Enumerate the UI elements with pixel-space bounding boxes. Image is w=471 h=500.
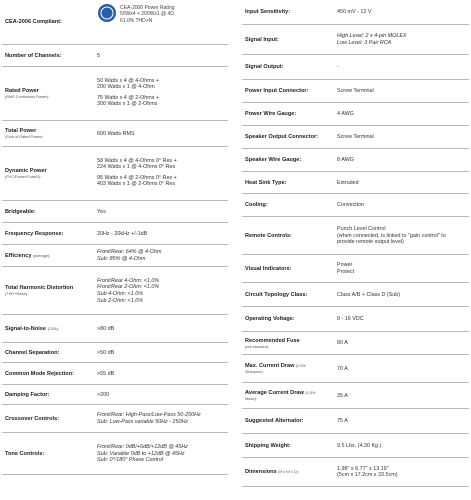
spec-label-text: Power Wire Gauge: [245, 111, 297, 117]
spec-label-text: Circuit Topology Class: [245, 291, 308, 298]
spec-row-power-input-connector [242, 80, 469, 103]
spec-label-text: Remote Controls: [245, 232, 292, 239]
spec-value-line: provide remote output level) [337, 239, 404, 246]
spec-value-line: 80 A [337, 340, 348, 347]
spec-label-text: Operating Voltage: [245, 316, 295, 322]
spec-value-line: 600 Watts RMS [97, 130, 135, 137]
spec-label-text: Visual Indicators: [245, 265, 292, 272]
spec-label [5, 371, 87, 378]
spec-label [5, 19, 87, 26]
spec-value-line: 75 Watts x 4 @ 2-Ohms + [97, 94, 160, 101]
spec-value-line: Convection [337, 202, 364, 209]
spec-label-text: Shipping Weight: [245, 442, 291, 449]
spec-value-line: >200 [97, 391, 110, 398]
spec-value [337, 393, 348, 400]
spec-value [97, 371, 114, 378]
spec-value-line: 200 Watts x 1 @ 4-Ohm [97, 84, 155, 91]
spec-value-line: (5cm x 17.2cm x 33.5cm) [337, 472, 398, 479]
spec-label-note: (average): [33, 253, 51, 258]
spec-label-note: (CEA): [47, 326, 59, 331]
spec-label [5, 350, 87, 357]
spec-value [337, 180, 359, 187]
spec-value [337, 262, 354, 275]
spec-label-text: Recommended Fuse [245, 337, 300, 344]
spec-row-input-sensitivity [242, 0, 469, 25]
spec-row-dimensions [242, 458, 469, 487]
spec-label-text: Bridgeable: [5, 208, 36, 215]
spec-value [97, 278, 159, 304]
spec-label-note: (not included): [245, 344, 270, 349]
spec-label [245, 64, 327, 71]
spec-row-operating-voltage [242, 307, 469, 332]
spec-value [337, 9, 371, 16]
spec-row-dynamic-power [2, 147, 228, 201]
spec-value [97, 158, 177, 188]
spec-value [97, 350, 114, 357]
spec-value-line: Front/Rear: 64% @ 4-Ohm [97, 249, 162, 256]
spec-row-speaker-wire-gauge [242, 149, 469, 172]
spec-row-crossover-controls [2, 405, 228, 433]
spec-label-note: (0.5% [305, 391, 316, 395]
spec-value-line: 8 AWG [337, 157, 354, 164]
spec-label-text: Channel Separation: [5, 349, 60, 356]
spec-value [337, 292, 400, 299]
spec-value-line: 4 AWG [337, 111, 354, 118]
spec-row-heat-sink-type [242, 172, 469, 194]
cea-rating-line: CEA-2006 Power Rating [120, 5, 175, 11]
spec-label [245, 292, 327, 299]
spec-value-line: 50 Watts x 4 @ 4-Ohms + [97, 77, 160, 84]
spec-label-note: (PVC/Power/Cube/2): [5, 175, 42, 179]
spec-value [337, 202, 364, 209]
spec-label [245, 202, 327, 209]
spec-row-remote-controls [242, 217, 469, 255]
spec-value [97, 326, 114, 333]
spec-label [5, 209, 87, 216]
spec-value-line: Sub 4-Ohm: <1.0% [97, 290, 143, 297]
spec-value [97, 231, 147, 238]
spec-value-line: - [337, 64, 339, 71]
spec-value [337, 443, 381, 450]
spec-row-circuit-topology-class [242, 283, 469, 307]
spec-label-text: Crossover Controls: [5, 415, 60, 422]
spec-label [5, 451, 87, 458]
spec-label-note: (0.5% [296, 364, 306, 368]
spec-value-line: 403 Watts x 1 @ 2-Ohms 0° Res [97, 181, 176, 188]
spec-value-line: 450 mV - 12 V [337, 9, 372, 16]
spec-value [337, 366, 348, 373]
spec-value-line: 300 Watts x 1 @ 2-Ohms [97, 101, 158, 108]
spec-value [97, 78, 159, 108]
spec-value-line: 9 - 16 VDC [337, 316, 364, 323]
spec-label [245, 9, 327, 16]
spec-value-line: Protect [337, 268, 355, 275]
spec-value-line: Sub: Variable 0dB to +12dB @ 45Hz [97, 450, 185, 457]
spec-value-line: Front/Rear 2-Ohm: <1.0% [97, 284, 160, 291]
spec-value-line: Sub 2-Ohm: <1.0% [97, 297, 143, 304]
spec-label-note: Sinewave): [245, 370, 264, 374]
spec-value [97, 249, 162, 262]
spec-label [245, 266, 327, 273]
spec-label-text: Rated Power [5, 88, 39, 94]
spec-label-text: Total Power [5, 128, 37, 134]
spec-value-line: Low Level: 3 Pair RCA [337, 39, 392, 46]
spec-row-cooling [242, 194, 469, 217]
spec-value-line: Class A/B + Class D (Sub) [337, 291, 401, 298]
spec-label [245, 363, 327, 375]
spec-value-line: 9.5 Lbs. (4.30 Kg.) [337, 442, 382, 449]
spec-value-line: Yes [97, 208, 106, 215]
spec-label [5, 285, 87, 297]
spec-value [97, 444, 188, 464]
spec-value-line: Front/Rear: High-Pass/Low-Pass 50-250Hz [97, 412, 201, 419]
spec-row-total-power [2, 121, 228, 147]
spec-label-note: (THD+Noise): [5, 292, 29, 296]
spec-label-text: Signal Input: [245, 36, 279, 43]
spec-label [5, 253, 87, 260]
spec-label [245, 390, 327, 402]
spec-value [337, 316, 364, 323]
spec-label-text: Number of Channels: [5, 52, 62, 59]
spec-value-line: 20Hz - 20kHz +/-1dB [97, 230, 148, 237]
spec-value [337, 226, 446, 246]
spec-value-line: (when connected, is linked to "gain control" to [337, 232, 446, 239]
cea-rating-line: 50Wx4 + 200Wx1 @ 4Ω [120, 11, 174, 18]
spec-column-right [242, 0, 469, 487]
spec-label-note: (Sum of Rated Power): [5, 135, 44, 139]
spec-row-total-harmonic-distortion [2, 267, 228, 315]
spec-row-power-wire-gauge [242, 103, 469, 126]
spec-value-line: Front/Rear 4-Ohm: <1.0% [97, 277, 160, 284]
cea-logo-icon [97, 3, 117, 23]
spec-label-text: Cooling: [245, 202, 268, 208]
spec-label [245, 316, 327, 323]
spec-label-text: Heat Sink Type: [245, 179, 287, 186]
spec-row-visual-indicators [242, 255, 469, 283]
spec-value-line: Extruded [337, 179, 359, 186]
spec-value-line: 1.98" x 6.77" x 13.19" [337, 465, 389, 472]
spec-row-cea-2006-compliant [2, 0, 228, 45]
spec-value [337, 466, 398, 479]
spec-value-line: 5 [97, 52, 100, 59]
cea-rating-text [120, 5, 174, 24]
spec-label-text: Damping Factor: [5, 391, 50, 398]
spec-value-line: Sub: 85% @ 4-Ohm [97, 255, 146, 262]
spec-value [337, 418, 348, 425]
cea-rating-line: 61.0% THD+N [120, 17, 153, 24]
spec-value-line: >55 dB [97, 370, 115, 377]
spec-value [337, 157, 354, 164]
spec-value-line: 75 A [337, 418, 348, 425]
spec-label [245, 134, 327, 141]
spec-row-average-current-draw [242, 383, 469, 409]
spec-value-line: 70 A [337, 365, 348, 372]
spec-value-line: Screw Terminal [337, 88, 374, 95]
spec-row-number-of-channels [2, 45, 228, 67]
spec-row-common-mode-rejection [2, 363, 228, 385]
spec-label [5, 128, 87, 140]
spec-label [5, 53, 87, 60]
spec-value-line: Screw Terminal [337, 134, 374, 141]
spec-label [245, 37, 327, 44]
spec-label [245, 233, 327, 240]
spec-row-recommended-fuse [242, 332, 469, 355]
spec-row-signal-input [242, 25, 469, 55]
spec-row-efficiency [2, 245, 228, 267]
spec-label-note: Music): [245, 397, 258, 401]
spec-row-shipping-weight [242, 434, 469, 458]
spec-label [245, 469, 327, 476]
spec-value-line: 35 A [337, 392, 348, 399]
spec-row-channel-separation [2, 343, 228, 363]
spec-value [337, 340, 348, 347]
spec-label-text: Speaker Output Connector: [245, 134, 319, 140]
spec-label [5, 168, 87, 180]
spec-label [245, 157, 327, 164]
spec-row-signal-to-noise [2, 315, 228, 343]
spec-value-line: Power [337, 262, 353, 269]
spec-row-damping-factor [2, 385, 228, 405]
spec-row-suggested-alternator [242, 409, 469, 434]
spec-row-bridgeable [2, 201, 228, 223]
spec-label-text: Common Mode Rejection: [5, 370, 74, 377]
spec-label-text: Speaker Wire Gauge: [245, 157, 302, 163]
spec-value [337, 134, 374, 141]
spec-label-note: (H x W x D): [278, 470, 299, 474]
spec-label-text: Dimensions [245, 469, 277, 475]
spec-label [245, 338, 327, 350]
spec-label-text: Dynamic Power [5, 168, 47, 174]
spec-label [5, 392, 87, 399]
spec-value-line: Sub: Low-Pass variable 50Hz - 250Hz [97, 418, 189, 425]
spec-value-line: 95 Watts x 4 @ 2-Ohms 0° Res + [97, 174, 177, 181]
spec-label [5, 326, 87, 333]
spec-value [97, 209, 106, 216]
spec-value [337, 64, 339, 71]
spec-label [5, 416, 87, 423]
spec-label-text: Efficiency [5, 252, 32, 259]
spec-label-text: Tone Controls: [5, 450, 45, 457]
spec-value [97, 131, 135, 138]
spec-value-line: High Level: 2 x 4-pin MOLEX [337, 33, 407, 40]
spec-label-text: Signal Output: [245, 64, 284, 70]
spec-label [5, 88, 87, 100]
spec-label-text: Input Sensitivity: [245, 9, 291, 15]
spec-value-line: Front/Rear: 0dB/+6dB/+12dB @ 45Hz [97, 444, 188, 451]
spec-value-line: 58 Watts x 4 @ 4-Ohms 0° Res + [97, 157, 177, 164]
spec-label [245, 418, 327, 425]
spec-value [337, 111, 354, 118]
spec-label-text: Total Harmonic Distortion [5, 285, 74, 291]
spec-value-line: 224 Watts x 1 @ 4-Ohms 0° Res [97, 164, 176, 171]
spec-label-text: Max. Current Draw [245, 363, 295, 369]
spec-row-max-current-draw [242, 355, 469, 383]
spec-column-left [2, 0, 228, 475]
spec-label-text: Suggested Alternator: [245, 418, 304, 424]
spec-label [245, 88, 327, 95]
spec-label-note: (RMS Continuous Power): [5, 95, 50, 99]
spec-label-text: Average Current Draw [245, 390, 304, 396]
spec-row-frequency-response [2, 223, 228, 245]
spec-value-line: Punch Level Control [337, 226, 386, 233]
spec-row-tone-controls [2, 433, 228, 475]
spec-value [97, 53, 100, 60]
spec-label [5, 231, 87, 238]
spec-label [245, 111, 327, 118]
spec-label-text: CEA-2006 Compliant: [5, 19, 62, 25]
spec-row-rated-power [2, 67, 228, 121]
spec-value [337, 88, 374, 95]
spec-value-line: >50 dB [97, 349, 115, 356]
spec-label [245, 180, 327, 187]
spec-value-line: Sub: 0°/180° Phase Control [97, 457, 164, 464]
spec-value [97, 392, 109, 399]
spec-label [245, 443, 327, 450]
spec-label-text: Signal-to-Noise [5, 325, 47, 332]
spec-value [97, 412, 201, 425]
spec-value [337, 33, 407, 46]
spec-value-line: >80 dB [97, 325, 115, 332]
spec-row-speaker-output-connector [242, 126, 469, 149]
spec-label-text: Frequency Response: [5, 230, 64, 237]
spec-label-text: Power Input Connector: [245, 88, 309, 94]
spec-row-signal-output [242, 55, 469, 80]
